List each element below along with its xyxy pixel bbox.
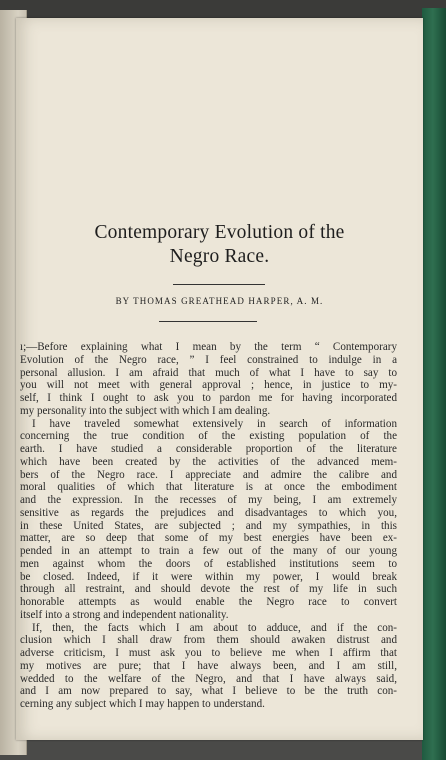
text-line: be closed. Indeed, if it were within my power, I would break [20, 570, 397, 583]
text-line: clusion which I shall draw from them should awaken distrust and [20, 634, 397, 647]
body-paragraph [20, 418, 397, 622]
author-byline: BY THOMAS GREATHEAD HARPER, A. M. [115, 296, 324, 306]
text-line: pended in an attempt to train a few out of the many of our young [20, 545, 397, 557]
text-line: cerning any subject which I may happen to understand. [20, 698, 265, 710]
article-body [20, 341, 397, 711]
byline-divider [159, 321, 257, 322]
text-line: moral qualities of which that literature is at once the embodiment [20, 481, 397, 494]
text-line: you will not meet with general approval ; hence, in justice to my- [20, 379, 397, 392]
text-line: sensitive as regards the prejudices and disadvantages to which you, [20, 506, 397, 519]
book-page [16, 18, 423, 740]
title-line-1: Contemporary Evolution of the [94, 222, 345, 243]
text-line: I have traveled somewhat extensively in search of information [32, 417, 397, 430]
text-line: through all restraint, and should devote the rest of my life in such [20, 583, 397, 596]
text-line: my personality into the subject with which I am dealing. [20, 404, 271, 417]
scan-background [0, 0, 446, 18]
article-title [16, 221, 423, 270]
text-line: my motives are pure; that I have always been, and I am still, [20, 659, 397, 672]
text-line: concerning the true condition of the existing population of the [20, 430, 397, 443]
text-line: If, then, the facts which I am about to adduce, and if the con- [32, 621, 397, 634]
text-line: wedded to the welfare of the Negro, and that I have always said, [20, 672, 397, 685]
text-line: matter, are so deep that some of my best energies have been ex- [20, 532, 397, 545]
text-line: ı;—Before explaining what I mean by the term “ Contemporary [20, 341, 397, 353]
text-line: personal allusion. I am afraid that much of what I have to say to [20, 366, 397, 379]
title-line-2: Negro Race. [169, 246, 270, 268]
text-line: bers of the Negro race. I appreciate and admire the calibre and [20, 468, 397, 481]
title-divider [173, 284, 265, 285]
body-paragraph [20, 622, 397, 711]
text-line: men against whom the doors of established institutions seem to [20, 557, 397, 570]
text-line: and the expression. In the recesses of my being, I am extremely [20, 494, 397, 506]
body-paragraph [20, 341, 397, 418]
text-line: self, I think I ought to ask you to pardon me for having incorporated [20, 392, 397, 404]
text-line: Evolution of the Negro race, ” I feel constrained to indulge in a [20, 353, 397, 366]
text-line: which have been created by the activities of the advanced mem- [20, 455, 397, 468]
text-line: itself into a strong and independent nationality. [20, 608, 229, 621]
book-cover-edge [422, 8, 446, 760]
text-line: adverse criticism, I must ask you to believe me when I affirm that [20, 647, 397, 659]
text-line: and I am now prepared to say, what I believe to be the truth con- [20, 685, 397, 698]
text-line: honorable attempts as would enable the Negro race to convert [20, 596, 397, 608]
text-line: in these United States, are subjected ; and my sympathies, in this [20, 519, 397, 532]
text-line: earth. I have studied a considerable proportion of the literature [20, 443, 397, 455]
